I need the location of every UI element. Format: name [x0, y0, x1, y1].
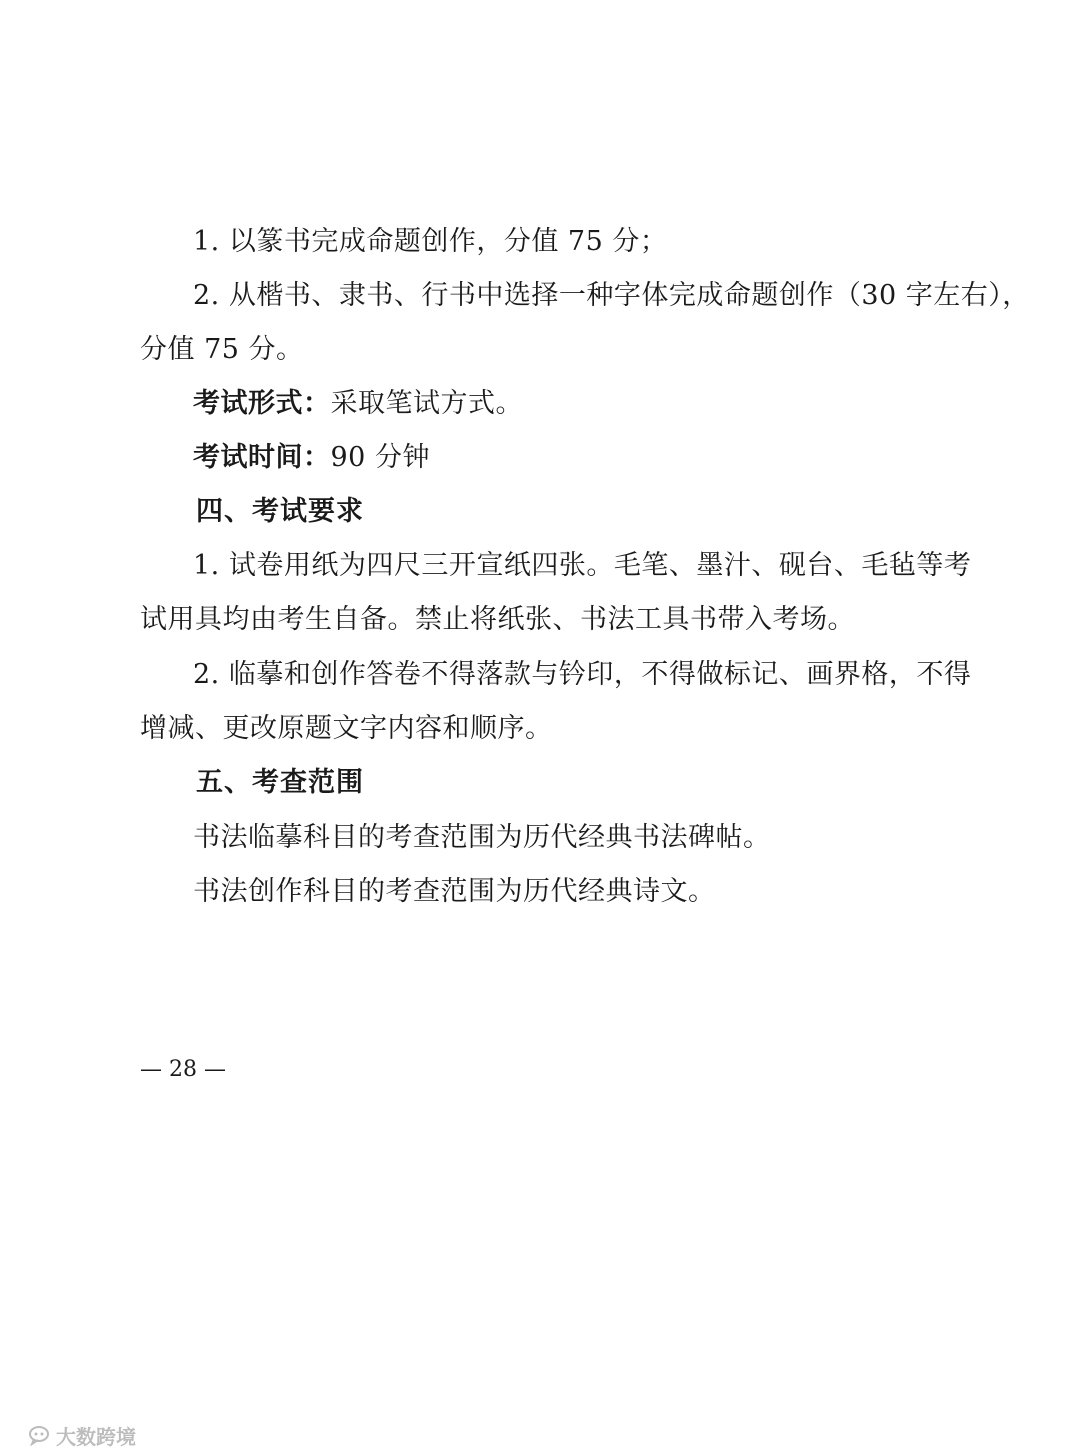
scope-creation: 书法创作科目的考查范围为历代经典诗文。: [193, 876, 716, 907]
section-heading-requirements: 四、考试要求: [196, 496, 364, 527]
exam-time-row: [193, 440, 430, 476]
section-heading-scope: 五、考查范围: [196, 767, 364, 798]
watermark: [28, 1422, 136, 1448]
chat-bubble-icon: [28, 1424, 50, 1446]
exam-form-value: 采取笔试方式。: [330, 388, 523, 419]
watermark-text: 大数跨境: [56, 1424, 136, 1449]
requirement-1-line-1: 1. 试卷用纸为四尺三开宣纸四张。毛笔、墨汁、砚台、毛毡等考: [193, 550, 972, 581]
score-item-2-line-2: 分值 75 分。: [140, 334, 304, 365]
score-item-1: 1. 以篆书完成命题创作，分值 75 分；: [193, 226, 668, 257]
requirement-1-line-2: 试用具均由考生自备。禁止将纸张、书法工具书带入考场。: [140, 604, 855, 635]
exam-time-value: 90 分钟: [330, 442, 430, 473]
requirement-2-line-1: 2. 临摹和创作答卷不得落款与钤印，不得做标记、画界格，不得: [193, 659, 972, 690]
page-number: — 28 —: [140, 1057, 226, 1082]
exam-time-label: 考试时间：: [193, 442, 331, 473]
scope-copying: 书法临摹科目的考查范围为历代经典书法碑帖。: [193, 822, 771, 853]
exam-form-row: [193, 386, 523, 422]
requirement-2-line-2: 增减、更改原题文字内容和顺序。: [140, 713, 553, 744]
exam-form-label: 考试形式：: [193, 388, 331, 419]
score-item-2-line-1: 2. 从楷书、隶书、行书中选择一种字体完成命题创作（30 字左右），: [193, 280, 1030, 311]
